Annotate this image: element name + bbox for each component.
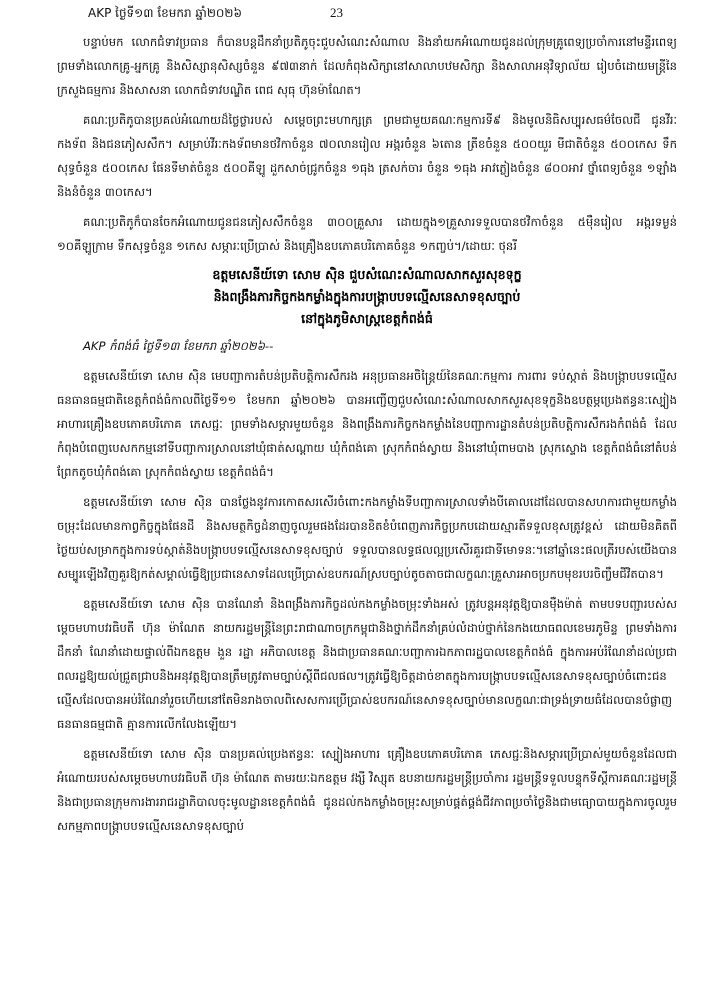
intro-paragraph-1: បន្ទាប់មក លោកជំទាវប្រធាន ក៏បានបន្តដឹកនាំប្រតិភូចុះជួបសំណេះសំណាល និងនាំយកអំណោយជូនដល់ក្រុមគ្រូពេទ្យប្រចាំការនៅមន្ទីរពេទ្យ ព្រមទាំងលោកគ្រូ-អ្នកគ្រូ និងសិស្សានុសិស្សចំនួន ៩៧៣នាក់ ដែលកំពុងសិក្សានៅសាលាបឋមសិក្សា និងសាលាអនុវិទ្យាល័យ រៀបចំដោយមន្ត្រីនៃក្រសួងធម្មការ និងសាសនា លោកជំទាវបណ្ឌិត ពេជ សុធុ ហ៊ុនម៉ាណែត។	[57, 35, 677, 97]
headline-line-2: និងពង្រឹងភារកិច្ចកងកម្លាំងក្នុងការបង្ក្រាបបទល្មើសនេសាទខុសច្បាប់	[213, 289, 521, 304]
document-body	[57, 30, 677, 844]
intro-paragraph-2: គណៈប្រតិភូបានប្រគល់អំណោយដ៏ថ្លៃថ្លារបស់ សម្តេចព្រះមហាក្សត្រ ព្រមជាមួយគណៈកម្មការទី៩ និងមូលនិធិសប្បុរសធម៌ចែលជី ជូនវីរៈកងទ័ព និងជនភៀសសឹក។ សម្រាប់វីរៈកងទ័ពមានថវិកាចំនួន ៧០លានរៀល អង្ករចំនួន ៦តោន ត្រីខចំនួន ៥០០យួរ មីជាតិចំនួន ៥០០កេស ទឹកសុទ្ធចំនួន ៥០០កេស ផែនទីមាត់ចំនួន ៥០០គីឡូ ដួកសាច់ជ្រូកចំនួន ១ធុង ត្រសក់ចារ ចំនួន ១ធុង អាវភ្លៀងចំនួន ៨០០អាវ ថ្នាំពេទ្យចំនួន ១ឡាំង និងនំចំនួន ៣០កេស។	[57, 113, 677, 199]
page-header	[0, 5, 707, 23]
header-source-date: AKP ថ្ងៃទី១៣ ខែមករា ឆ្នាំ២០២៦	[88, 6, 242, 20]
article-paragraph-1: ឧត្តមសេនីយ៍ទោ សោម ស៊ិន មេបញ្ជាការតំបន់ប្រតិបត្តិការសឹករង អនុប្រធានអចិន្ត្រៃយ៍នៃគណៈកម្មការ ការពារ ទប់ស្កាត់ និងបង្ក្រាបបទល្មើសធនធានធម្មជាតិខេត្តកំពង់ធំកាលពីថ្ងៃទី១១ ខែមករា ឆ្នាំ២០២៦ បានអញ្ជើញជួបសំណេះសំណាលសាកសួរសុខទុក្ខនិងឧបត្ថម្ភប្រេងឥន្ធនៈស្បៀងអាហារគ្រឿងឧបភោគបរិភោគ ភេសជ្ជៈ ព្រមទាំងសម្ភារមួយចំនួន និងពង្រឹងភារកិច្ចកងកម្លាំងនៃបញ្ជាការដ្ឋានតំបន់ប្រតិបត្តិការសឹករងកំពង់ធំ ដែលកំពុងបំពេញបេសកកម្មនៅទីបញ្ជាការស្រាលនៅឃុំផាត់សណ្ដាយ ឃុំកំពង់គោ ស្រុកកំពង់ស្វាយ និងនៅឃុំពាមបាង ស្រុកស្ទោង ខេត្តកំពង់ធំនៅតំបន់ព្រែកតូចឃុំកំពង់គោ ស្រុកកំពង់ស្វាយ ខេត្តកំពង់ធំ។	[57, 369, 677, 479]
article-headline	[57, 264, 677, 330]
article-paragraph-4: ឧត្តមសេនីយ៍ទោ សោម ស៊ិន បានប្រគល់ប្រេងឥន្ធនៈ ស្បៀងអាហារ គ្រឿងឧបភោគបរិភោគ ភេសជ្ជៈនិងសម្ភារប្រើប្រាស់មួយចំនួនដែលជាអំណោយរបស់សម្តេចមហាបវរធិបតី ហ៊ុន ម៉ាណែត តាមរយៈឯកឧត្តម វង្សី វិស្សុត ឧបនាយករដ្ឋមន្ត្រីប្រចាំការ រដ្ឋមន្ត្រីទទួលបន្ទុកទីស្តីការគណៈរដ្ឋមន្ត្រី និងជាប្រធានក្រុមការងាររាជរដ្ឋាភិបាលចុះមូលដ្ឋានខេត្តកំពង់ធំ ជូនដល់កងកម្លាំងចម្រុះសម្រាប់ផ្គត់ផ្គង់ជីវភាពប្រចាំថ្ងៃនិងជាមធ្យោបាយក្នុងការចូលរួមសកម្មភាពបង្ក្រាបបទល្មើសនេសាទខុសច្បាប់	[57, 747, 677, 833]
headline-line-1: ឧត្តមសេនីយ៍ទោ សោម ស៊ិន ជួបសំណេះសំណាលសាកសួរសុខទុក្ខ	[212, 267, 522, 282]
intro-paragraph-3: គណៈប្រតិភូក៏បានចែកអំណោយជូនជនភៀសសឹកចំនួន ៣០០គ្រួសារ ដោយក្នុង១គ្រួសារទទួលបានថវិកាចំនួន ៥ម៉ឺនរៀល អង្ករទម្ងន់ ១០គីឡូក្រាម ទឹកសុទ្ធចំនួន ១កេស សម្ភារៈប្រើប្រាស់ និងគ្រឿងឧបភោគបរិភោគចំនួន ១កញ្ចប់។/ដោយៈ ថុនរី	[57, 215, 677, 253]
headline-line-3: នៅក្នុងភូមិសាស្ត្រខេត្តកំពង់ធំ	[301, 311, 433, 326]
page-number: 23	[330, 5, 343, 20]
article-paragraph-3: ឧត្តមសេនីយ៍ទោ សោម ស៊ិន បានណែនាំ និងពង្រឹងភារកិច្ចដល់កងកម្លាំងចម្រុះទាំងអស់ ត្រូវបន្តអនុវត្តឱ្យបានម៉ឺងម៉ាត់ តាមបទបញ្ជារបស់សម្តេចមហាបវរធិបតី ហ៊ុន ម៉ាណែត នាយករដ្ឋមន្ត្រីនៃព្រះរាជាណាចក្រកម្ពុជានិងថ្នាក់ដឹកនាំគ្រប់លំដាប់ថ្នាក់នៃកងយោធពលខេមរភូមិន្ទ ព្រមទាំងការដឹកនាំ ណែនាំដោយផ្ទាល់ពីឯកឧត្តម ងួន រដ្ឋា អភិបាលខេត្ត និងជាប្រធានគណៈបញ្ជាការឯកភាពរដ្ឋបាលខេត្តកំពង់ធំ ក្នុងការអប់រំណែនាំដល់ប្រជាពលរដ្ឋឱ្យយល់ជ្រួតជ្រាបនិងអនុវត្តឱ្យបានត្រឹមត្រូវតាមច្បាប់ស្តីពីជលផល។ត្រូវធ្វើឱ្យចិត្តដាច់ខាតក្នុងការបង្ក្រាបបទល្មើសនេសាទខុសច្បាប់ចំពោះជនល្មើសដែលបានអប់រំណែនាំរួចហើយនៅតែមិនរាងចាលពិសេសការប្រើប្រាស់ឧបករណ៍នេសាទខុសច្បាប់មានលក្ខណៈជាទ្រង់ទ្រាយធំដែលបានបំផ្លាញធនធានធម្មជាតិ គ្មានការលើកលែងឡើយ។	[57, 597, 677, 731]
article-paragraph-2: ឧត្តមសេនីយ៍ទោ សោម ស៊ិន បានថ្លែងនូវការកោតសរសើរចំពោះកងកម្លាំងទីបញ្ជាការស្រាលទាំងបីគោលដៅដែលបានសហការជាមួយកម្លាំងចម្រុះដែលមានកាព្វកិច្ចក្នុងផែនដី និងសមត្ថកិច្ចដំនាញចូលរួមផងដែរបានខិតខំបំពេញភារកិច្ចប្រកបដោយស្មារតីទទួលខុសត្រូវខ្ពស់ ដោយមិនគិតពីថ្ងៃយប់សម្រាកក្នុងការទប់ស្កាត់និងបង្ក្រាបបទល្មើសនេសាទខុសច្បាប់ ទទួលបានលទ្ធផលល្អប្រសើរគួរជាទីមោទនៈ។នៅឆ្នាំនេះផលត្រីរបស់យើងបានសម្បូរឡើងវិញគួរឱ្យកត់សម្គាល់ធ្វើឱ្យប្រជានេសាទដែលប្រើប្រាស់ឧបករណ៍ស្របច្បាប់តូចតាចជាលក្ខណៈគ្រួសារអាចប្រកបមុខរបរចិញ្ចឹមជីវិតបាន។	[57, 495, 677, 581]
article-dateline: AKP កំពង់ធំ ថ្ងៃទី១៣ ខែមករា ឆ្នាំ២០២៦--	[83, 339, 274, 353]
